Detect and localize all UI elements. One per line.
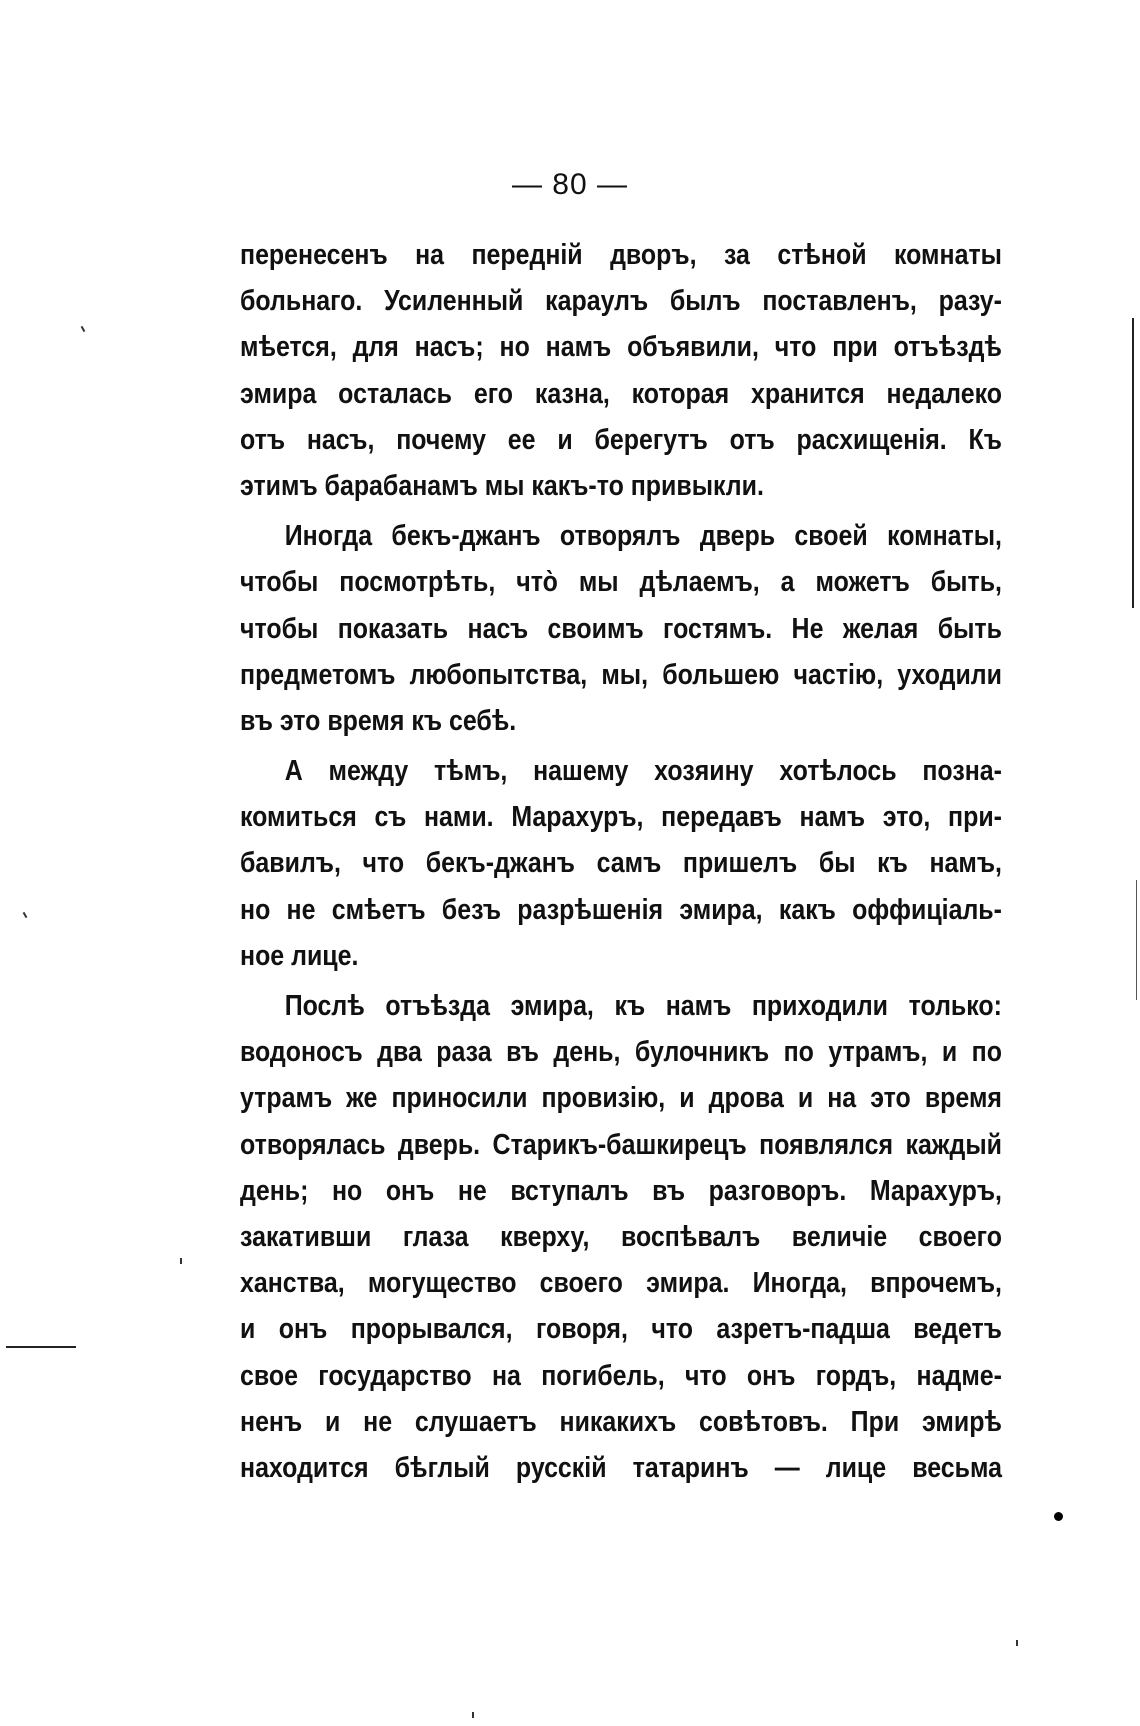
- text-line: бавилъ, что бекъ-джанъ самъ пришелъ бы къ намъ,: [240, 847, 1002, 880]
- paragraph-first-line: Иногда бекъ-джанъ отворялъ дверь своей комнаты,: [284, 520, 1002, 553]
- scan-dot-mark: [1054, 1512, 1063, 1521]
- text-line: закативши глаза кверху, воспѣвалъ величiе своего: [240, 1220, 1002, 1253]
- scan-speck: [1016, 1640, 1018, 1646]
- text-line: свое государство на погибель, что онъ гордъ, надме-: [240, 1359, 1002, 1392]
- text-line: отворялась дверь. Старикъ-башкирецъ появлялся каждый: [240, 1128, 1002, 1161]
- text-line: предметомъ любопытства, мы, большею частiю, уходили: [240, 658, 1002, 691]
- text-line: въ это время къ себѣ.: [240, 704, 517, 737]
- text-line: больнаго. Усиленный караулъ былъ поставленъ, разу-: [240, 285, 1002, 318]
- text-line: водоносъ два раза въ день, булочникъ по утрамъ, и по: [240, 1036, 1002, 1069]
- text-line: находится бѣглый русскiй татаринъ — лице весьма: [240, 1451, 1002, 1484]
- text-line: этимъ барабанамъ мы какъ-то привыкли.: [240, 469, 764, 502]
- scan-speck: [81, 326, 86, 332]
- body-text: [240, 232, 1002, 1491]
- text-line: ное лице.: [240, 939, 359, 972]
- scan-edge-mark: [1132, 318, 1134, 608]
- paragraph-first-line: А между тѣмъ, нашему хозяину хотѣлось позна-: [284, 755, 1002, 788]
- text-line: мѣется, для насъ; но намъ объявили, что при отъѣздѣ: [240, 331, 1002, 364]
- scan-edge-mark: [1136, 880, 1137, 1000]
- text-line: комиться съ нами. Марахуръ, передавъ намъ это, при-: [240, 801, 1002, 834]
- scan-dash-mark: [6, 1346, 76, 1348]
- text-line: чтобы посмотрѣть, что̀ мы дѣлаемъ, а можетъ быть,: [240, 566, 1002, 599]
- text-line: чтобы показать насъ своимъ гостямъ. Не желая быть: [240, 612, 1002, 645]
- scan-speck: [472, 1712, 474, 1718]
- text-line: перенесенъ на переднiй дворъ, за стѣной комнаты: [240, 239, 1002, 271]
- text-line: но не смѣетъ безъ разрѣшенiя эмира, какъ оффицiаль-: [240, 893, 1002, 926]
- text-line: ненъ и не слушаетъ никакихъ совѣтовъ. При эмирѣ: [240, 1405, 1002, 1438]
- text-line: и онъ прорывался, говоря, что азретъ-падша ведетъ: [240, 1313, 1002, 1346]
- text-line: отъ насъ, почему ее и берегутъ отъ расхищенiя. Къ: [240, 423, 1002, 456]
- text-line: день; но онъ не вступалъ въ разговоръ. Марахуръ,: [240, 1174, 1002, 1207]
- paragraph-first-line: Послѣ отъѣзда эмира, къ намъ приходили только:: [284, 990, 1002, 1022]
- text-line: эмира осталась его казна, которая хранится недалеко: [240, 377, 1002, 410]
- scan-speck: [180, 1258, 182, 1264]
- scan-speck: [23, 912, 28, 918]
- page-number: — 80 —: [511, 168, 629, 201]
- text-line: утрамъ же приносили провизiю, и дрова и на это время: [240, 1082, 1002, 1115]
- text-line: ханства, могущество своего эмира. Иногда, впрочемъ,: [240, 1267, 1002, 1300]
